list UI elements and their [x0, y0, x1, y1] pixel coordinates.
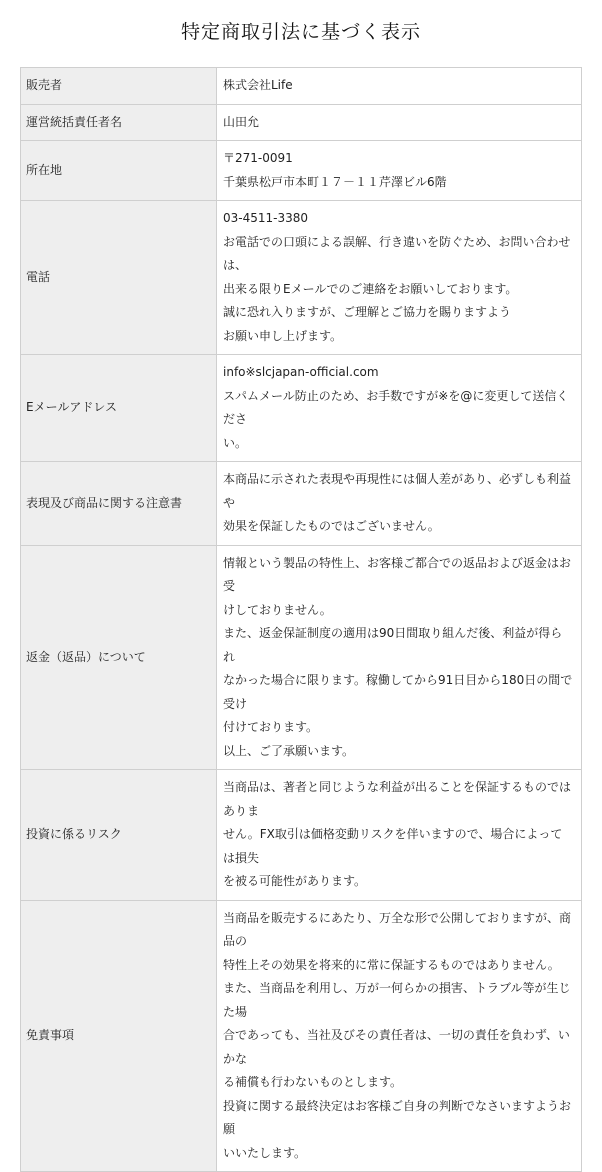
value-line: 出来る限りEメールでのご連絡をお願いしております。	[223, 281, 518, 296]
row-value	[217, 355, 582, 462]
value-line: お電話での口頭による誤解、行き違いを防ぐため、お問い合わせは、	[223, 234, 571, 272]
row-label: 所在地	[21, 141, 217, 201]
value-line: 投資に関する最終決定はお客様ご自身の判断でなさいますようお願	[223, 1098, 572, 1136]
table-row	[21, 900, 582, 1172]
row-value	[217, 68, 582, 105]
row-value	[217, 141, 582, 201]
table-row	[21, 141, 582, 201]
value-line: なかった場合に限ります。稼働してから91日目から180日の間で受け	[223, 673, 573, 711]
row-label: 返金（返品）について	[21, 545, 217, 770]
value-line: また、返金保証制度の適用は90日間取り組んだ後、利益が得られ	[223, 626, 563, 664]
table-row	[21, 201, 582, 355]
value-line: 合であっても、当社及びその責任者は、一切の責任を負わず、いかな	[223, 1028, 570, 1066]
value-line: 千葉県松戸市本町１７－１１芹澤ビル6階	[223, 174, 447, 189]
value-line: 当商品を販売するにあたり、万全な形で公開しておりますが、商品の	[223, 910, 572, 948]
value-line: また、当商品を利用し、万が一何らかの損害、トラブル等が生じた場	[223, 981, 571, 1019]
row-label: 販売者	[21, 68, 217, 105]
value-line: せん。FX取引は価格変動リスクを伴いますので、場合によっては損失	[223, 827, 563, 865]
value-line: 付けております。	[223, 720, 319, 734]
value-line: けしておりません。	[223, 602, 332, 617]
value-line: 山田允	[223, 114, 260, 129]
value-line: 情報という製品の特性上、お客様ご都合での返品および返金はお受	[223, 555, 572, 593]
row-value	[217, 462, 582, 546]
table-row	[21, 68, 582, 105]
value-line: スパムメール防止のため、お手数ですが※を@に変更して送信くださ	[223, 388, 569, 426]
value-line: いいたします。	[223, 1145, 307, 1160]
row-value	[217, 104, 582, 141]
row-value	[217, 900, 582, 1172]
row-value	[217, 201, 582, 355]
value-line: 効果を保証したものではございません。	[223, 519, 440, 533]
table-row	[21, 770, 582, 901]
value-line: 本商品に示された表現や再現性には個人差があり、必ずしも利益や	[223, 472, 572, 510]
row-label: 運営統括責任者名	[21, 104, 217, 141]
row-label: 電話	[21, 201, 217, 355]
value-line: 特性上その効果を将来的に常に保証するものではありません。	[223, 957, 560, 972]
row-label: 投資に係るリスク	[21, 770, 217, 901]
value-line: 誠に恐れ入りますが、ご理解とご協力を賜りますよう	[223, 305, 512, 319]
value-line: 以上、ご了承願います。	[223, 743, 355, 758]
value-line: 〒271-0091	[223, 151, 293, 165]
legal-info-table	[20, 67, 582, 1172]
table-row	[21, 545, 582, 770]
value-line: 03-4511-3380	[223, 211, 309, 225]
value-line: 当商品は、著者と同じような利益が出ることを保証するものではありま	[223, 780, 572, 818]
table-row	[21, 355, 582, 462]
row-label: 免責事項	[21, 900, 217, 1172]
table-row	[21, 462, 582, 546]
row-label: 表現及び商品に関する注意書	[21, 462, 217, 546]
page-title: 特定商取引法に基づく表示	[180, 21, 421, 43]
legal-info-body	[21, 68, 582, 1172]
value-line: 株式会社Life	[223, 78, 293, 92]
row-value	[217, 770, 582, 901]
table-row	[21, 104, 582, 141]
value-line: を被る可能性があります。	[223, 874, 367, 888]
value-line: い。	[223, 435, 248, 450]
value-line: る補償も行わないものとします。	[223, 1075, 403, 1089]
value-line: info※slcjapan-official.com	[223, 365, 379, 379]
value-line: お願い申し上げます。	[223, 328, 343, 343]
row-label: Eメールアドレス	[21, 355, 217, 462]
row-value	[217, 545, 582, 770]
